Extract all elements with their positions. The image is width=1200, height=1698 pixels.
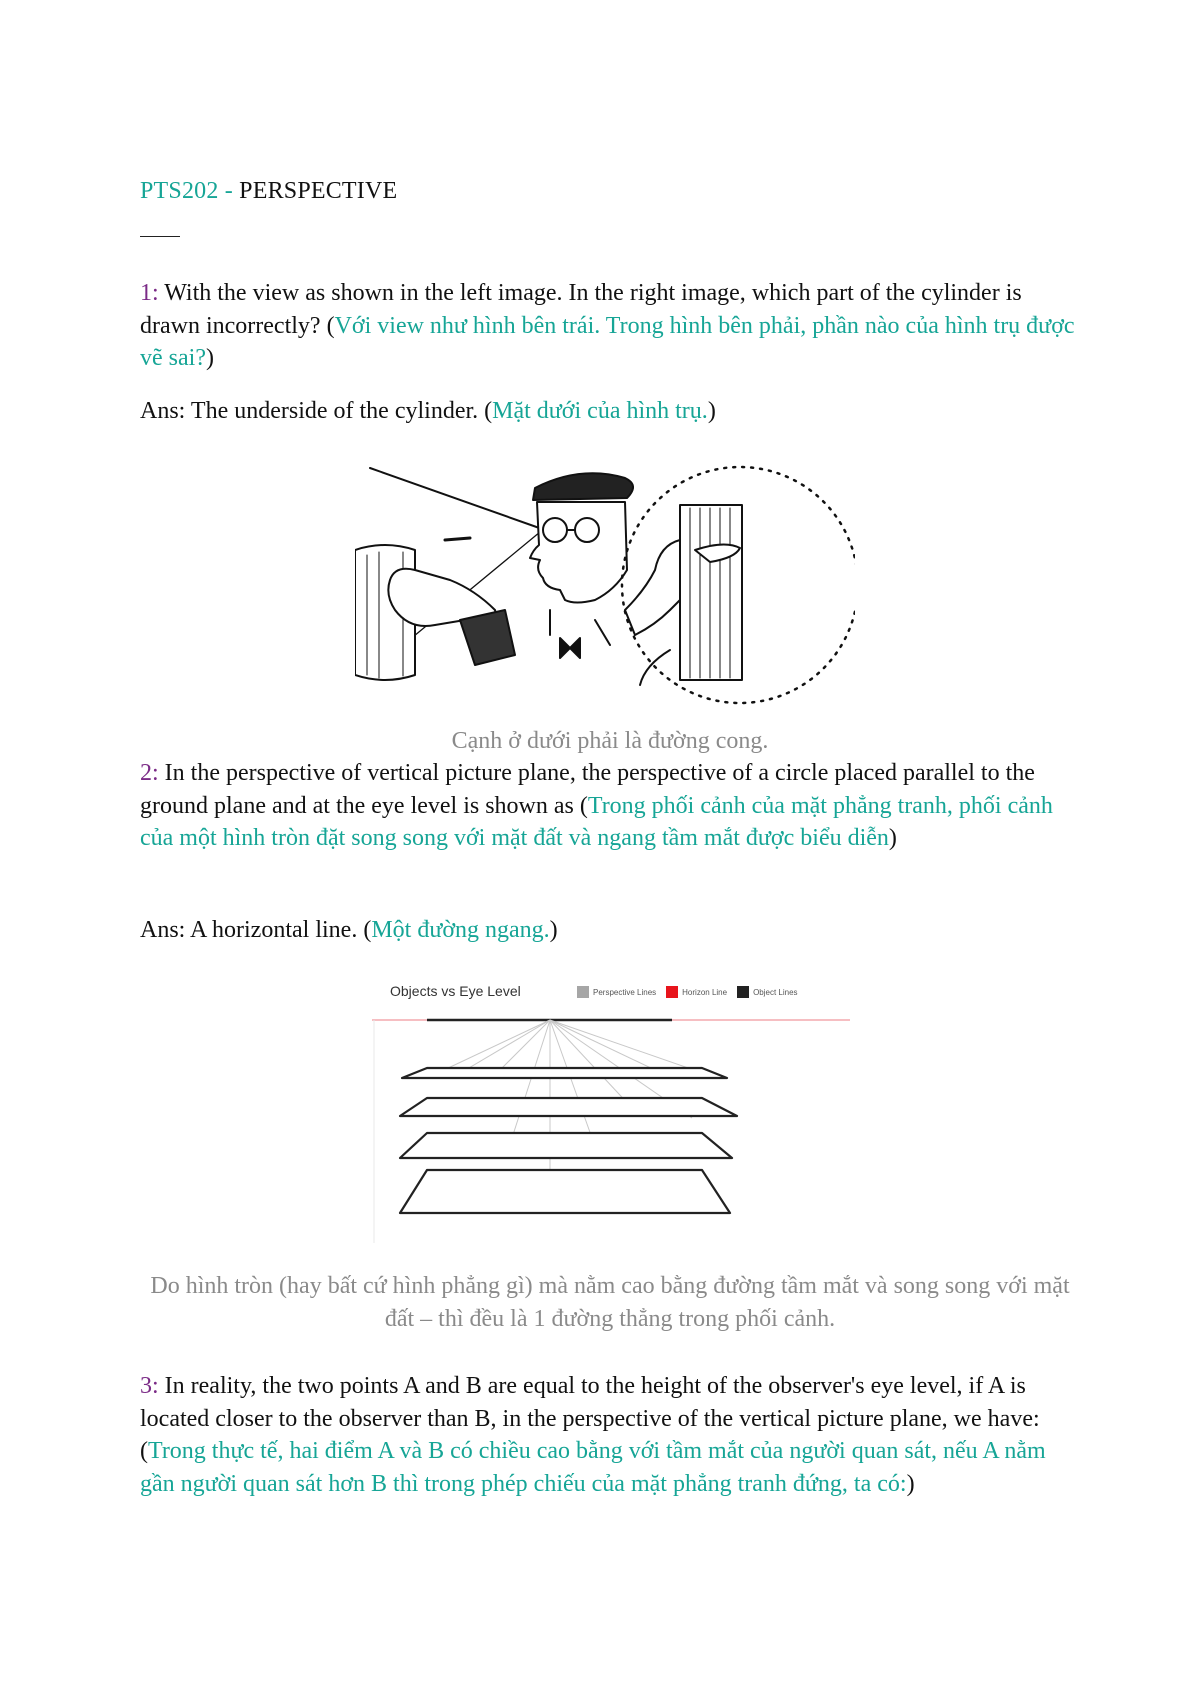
legend-swatch (666, 986, 678, 998)
legend-label: Object Lines (753, 987, 798, 997)
paren-open: ( (326, 312, 335, 339)
paren-close: ) (205, 345, 214, 371)
sleeve-cuff (460, 610, 515, 665)
plane-2 (400, 1098, 737, 1116)
eye-level-diagram (372, 978, 850, 1243)
question-2 (140, 757, 1080, 855)
question-text-en: In the perspective of vertical picture plane, the perspective of a circle placed parallel to the ground plane and at the eye level is shown as ( (140, 760, 1035, 819)
plane-4 (400, 1170, 730, 1213)
caption-2: Do hình tròn (hay bất cứ hình phẳng gì) mà nằm cao bằng đường tầm mắt và song song với mặt đất – thì đều là 1 đường thẳng trong phối cảnh. (150, 1273, 1070, 1332)
paren-close: ) (906, 1470, 915, 1497)
question-number: 2: (140, 760, 159, 786)
sight-line-top (370, 468, 545, 530)
caption-1: Cạnh ở dưới phải là đường cong. (451, 728, 769, 754)
legend-swatch (577, 986, 589, 998)
legend-item-perspective (577, 986, 656, 998)
question-3 (140, 1370, 1080, 1500)
paren-close: ) (549, 917, 558, 943)
legend-label: Perspective Lines (593, 987, 657, 997)
document-title (140, 178, 397, 205)
legend-swatch (737, 986, 749, 998)
question-text-vi: Trong thực tế, hai điểm A và B có chiều cao bằng với tầm mắt của người quan sát, nếu A nằm gần người quan sát hơn B thì trong phép chiếu của mặt phẳng tranh đứng, ta có: (140, 1438, 1046, 1497)
question-1 (140, 277, 1080, 375)
diagram-title: Objects vs Eye Level (390, 983, 521, 999)
bow-tie (560, 638, 580, 658)
legend-item-horizon (666, 986, 727, 998)
eye-level-svg (372, 978, 850, 1243)
right-cylinder (680, 505, 742, 680)
answer-2 (140, 914, 1080, 947)
title-divider (140, 236, 180, 237)
paren-close: ) (888, 825, 897, 851)
question-text-vi: Với view như hình bên trái. Trong hình bên phải, phần nào của hình trụ được vẽ sai? (140, 312, 1075, 371)
answer-text-en: Ans: The underside of the cylinder. ( (140, 398, 493, 424)
beret (533, 473, 633, 500)
question-number: 3: (140, 1373, 159, 1399)
course-title: PERSPECTIVE (239, 178, 398, 204)
question-text-en: With the view as shown in the left image. In the right image, which part of the cylinder is drawn incorrectly? (140, 280, 1022, 339)
answer-text-vi: Một đường ngang. (371, 917, 550, 943)
answer-1 (140, 395, 1080, 428)
question-text-en: In reality, the two points A and B are equal to the height of the observer's eye level, if A is located closer to the observer than B, in the perspective of the vertical picture plane, we have: ( (140, 1373, 1040, 1464)
answer-text-en: Ans: A horizontal line. ( (140, 917, 372, 943)
glasses (543, 518, 567, 542)
legend-label: Horizon Line (682, 987, 728, 997)
cylinder-view-illustration (355, 460, 855, 705)
head (530, 502, 627, 603)
question-text-vi: Trong phối cảnh của mặt phẳng tranh, phối cảnh của một hình tròn đặt song song với mặt đất và ngang tầm mắt được biểu diễn (140, 792, 1053, 851)
answer-text-vi: Mặt dưới của hình trụ. (492, 398, 708, 424)
diagram-legend (577, 986, 798, 998)
plane-3 (400, 1133, 732, 1158)
paren-close: ) (707, 398, 716, 424)
course-code: PTS202 - (140, 178, 240, 204)
plane-1 (402, 1068, 727, 1078)
legend-item-object (737, 986, 797, 998)
question-number: 1: (140, 280, 159, 306)
